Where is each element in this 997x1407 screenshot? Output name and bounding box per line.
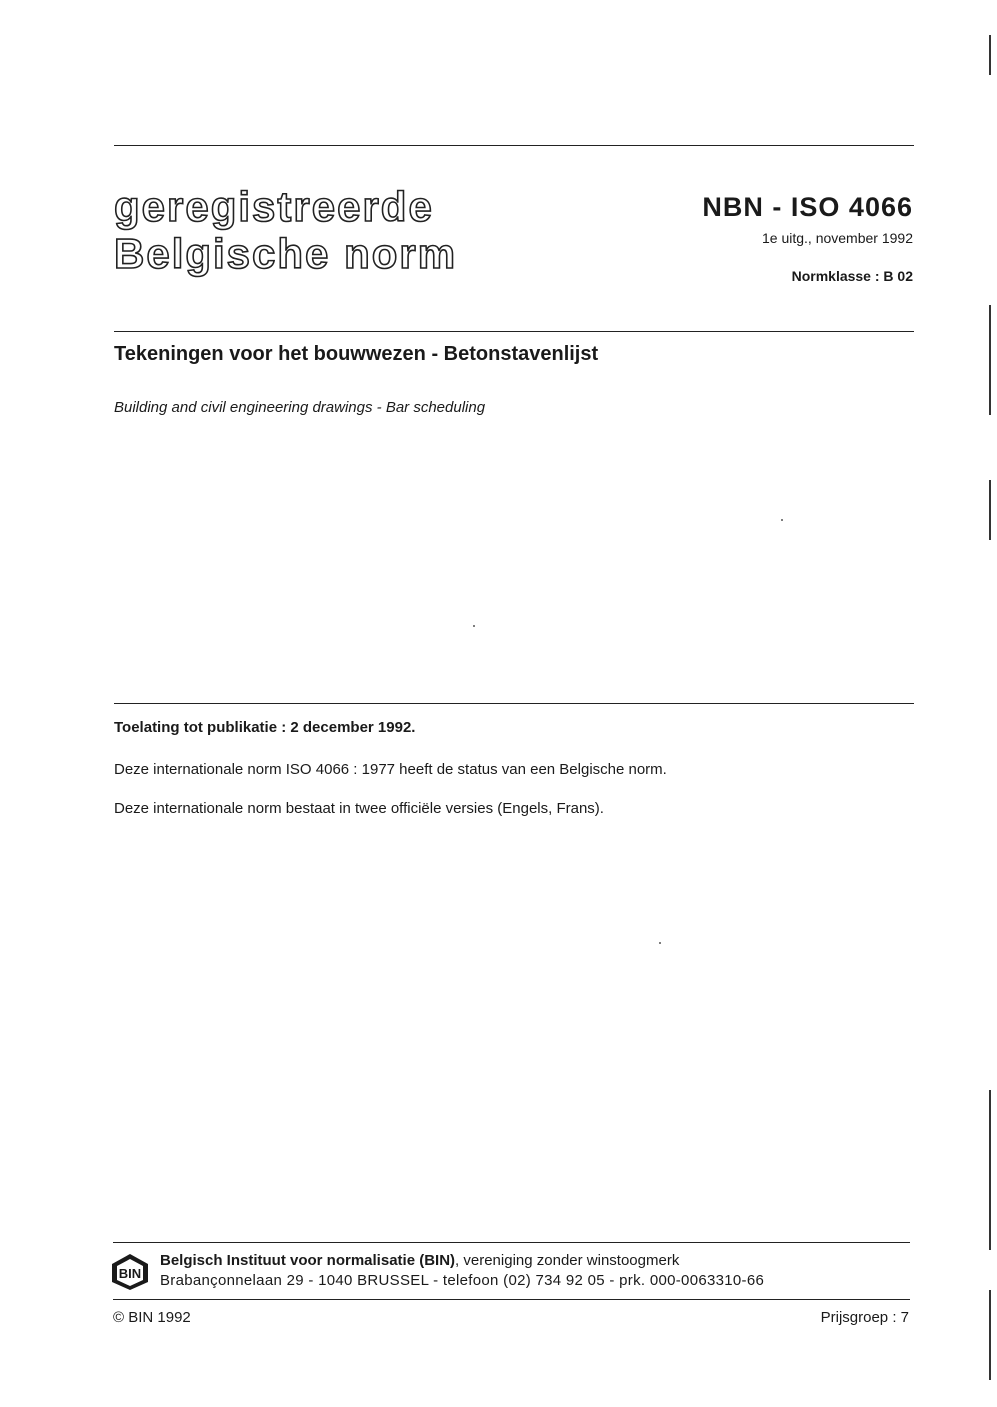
institute-suffix: , vereniging zonder winstoogmerk <box>455 1252 680 1269</box>
scan-edge-mark <box>989 1290 991 1380</box>
institute-address: Brabançonnelaan 29 - 1040 BRUSSEL - telefoon (02) 734 92 05 - prk. 000-0063310-66 <box>160 1272 765 1289</box>
norm-class: Normklasse : B 02 <box>791 268 913 284</box>
footer-divider-bottom <box>113 1299 910 1300</box>
institute-line <box>160 1252 679 1269</box>
scan-edge-mark <box>989 35 991 75</box>
versions-paragraph: Deze internationale norm bestaat in twee officiële versies (Engels, Frans). <box>114 800 604 817</box>
standard-id: NBN - ISO 4066 <box>702 192 913 222</box>
scan-speck <box>473 625 475 627</box>
scan-edge-mark <box>989 480 991 540</box>
brand-title-line1: geregistreerde <box>114 183 434 230</box>
scan-speck <box>659 942 661 944</box>
edition-info: 1e uitg., november 1992 <box>762 230 913 246</box>
document-subtitle: Building and civil engineering drawings - Bar scheduling <box>114 399 486 416</box>
scan-edge-mark <box>989 305 991 415</box>
scan-edge-mark <box>989 1090 991 1250</box>
brand-title-line2: Belgische norm <box>114 230 458 277</box>
body-divider <box>114 703 914 704</box>
approval-date: Toelating tot publikatie : 2 december 1992. <box>114 719 416 736</box>
footer-divider-top <box>113 1242 910 1243</box>
title-divider <box>114 331 914 332</box>
status-paragraph: Deze internationale norm ISO 4066 : 1977 heeft de status van een Belgische norm. <box>114 761 667 778</box>
copyright: © BIN 1992 <box>113 1309 191 1326</box>
bin-logo-icon <box>108 1252 152 1292</box>
top-divider <box>114 145 914 146</box>
document-title: Tekeningen voor het bouwwezen - Betonstavenlijst <box>114 343 599 365</box>
price-group: Prijsgroep : 7 <box>820 1309 909 1326</box>
bin-logo-text: BIN <box>118 1266 142 1281</box>
scan-speck <box>781 519 783 521</box>
institute-name: Belgisch Instituut voor normalisatie (BIN) <box>160 1252 456 1269</box>
